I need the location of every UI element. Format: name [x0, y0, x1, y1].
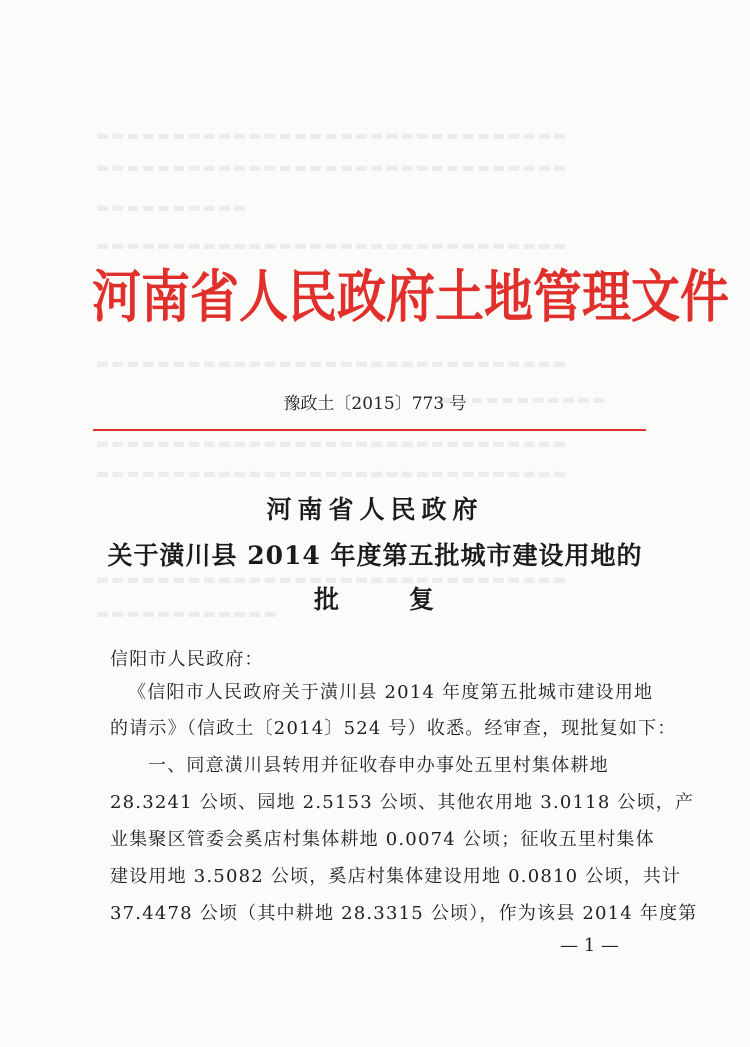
body-line: 《信阳市人民政府关于潢川县 2014 年度第五批城市建设用地: [128, 682, 654, 703]
bleed-through: ▬▬▬▬▬▬▬▬▬▬▬▬▬▬▬▬▬▬▬▬▬▬▬▬▬▬▬▬▬▬▬: [96, 160, 569, 176]
bleed-through: ▬▬▬▬▬▬▬▬▬▬▬▬▬▬▬▬▬▬▬▬▬▬▬▬▬▬▬▬▬▬▬: [96, 238, 569, 254]
body-line: 37.4478 公顷（其中耕地 28.3315 公顷），作为该县 2014 年度第: [110, 903, 698, 924]
page-number: — 1 —: [560, 935, 619, 956]
approval-title-line-1: 河南省人民政府: [266, 495, 484, 524]
approval-title-line-3: [0, 580, 750, 616]
approval-title-line-2: 关于潢川县 2014 年度第五批城市建设用地的: [107, 541, 643, 570]
bleed-through: ▬▬▬▬▬▬▬▬▬▬▬▬▬▬▬▬▬▬▬▬▬▬▬▬▬▬▬▬▬▬▬: [96, 436, 569, 452]
bleed-through: ▬▬▬▬▬▬▬▬▬▬▬▬▬▬▬▬▬▬▬▬▬▬▬▬▬▬▬▬▬▬▬: [96, 356, 569, 372]
approval-title-word-2: 复: [409, 585, 437, 614]
salutation: 信阳市人民政府：: [110, 649, 264, 670]
body-line: 建设用地 3.5082 公顷，奚店村集体建设用地 0.0810 公顷，共计: [110, 866, 682, 887]
body-line: 业集聚区管委会奚店村集体耕地 0.0074 公顷；征收五里村集体: [110, 829, 655, 850]
approval-title-word-1: 批: [313, 585, 341, 614]
body-line: 28.3241 公顷、园地 2.5153 公顷、其他农用地 3.0118 公顷，产: [110, 792, 695, 813]
bleed-through: ▬▬▬▬▬▬▬▬▬▬: [96, 200, 249, 216]
bleed-through: ▬▬▬▬▬▬▬▬▬▬▬: [440, 392, 608, 408]
bleed-through: ▬▬▬▬▬▬▬▬▬▬▬▬: [96, 606, 279, 622]
body-line: 的请示》（信政土〔2014〕524 号）收悉。经审查，现批复如下：: [110, 718, 677, 739]
bleed-through: ▬▬▬▬▬▬▬▬▬▬▬▬▬▬▬▬▬▬▬▬▬▬▬▬▬▬▬▬▬▬▬: [96, 572, 569, 588]
document-number: 豫政土〔2015〕773 号: [283, 394, 467, 414]
bleed-through: ▬▬▬▬▬▬▬▬▬▬▬▬▬▬▬▬▬▬▬▬▬▬▬▬▬▬▬▬▬▬▬: [96, 466, 569, 482]
body-line: 一、同意潢川县转用并征收春申办事处五里村集体耕地: [148, 755, 609, 776]
red-divider-line: [93, 429, 646, 431]
bleed-through: ▬▬▬▬▬▬▬▬▬▬▬▬▬▬▬▬▬▬▬▬▬▬▬▬▬▬▬▬▬▬▬: [96, 128, 569, 144]
issuer-title: 河南省人民政府土地管理文件: [92, 262, 730, 330]
